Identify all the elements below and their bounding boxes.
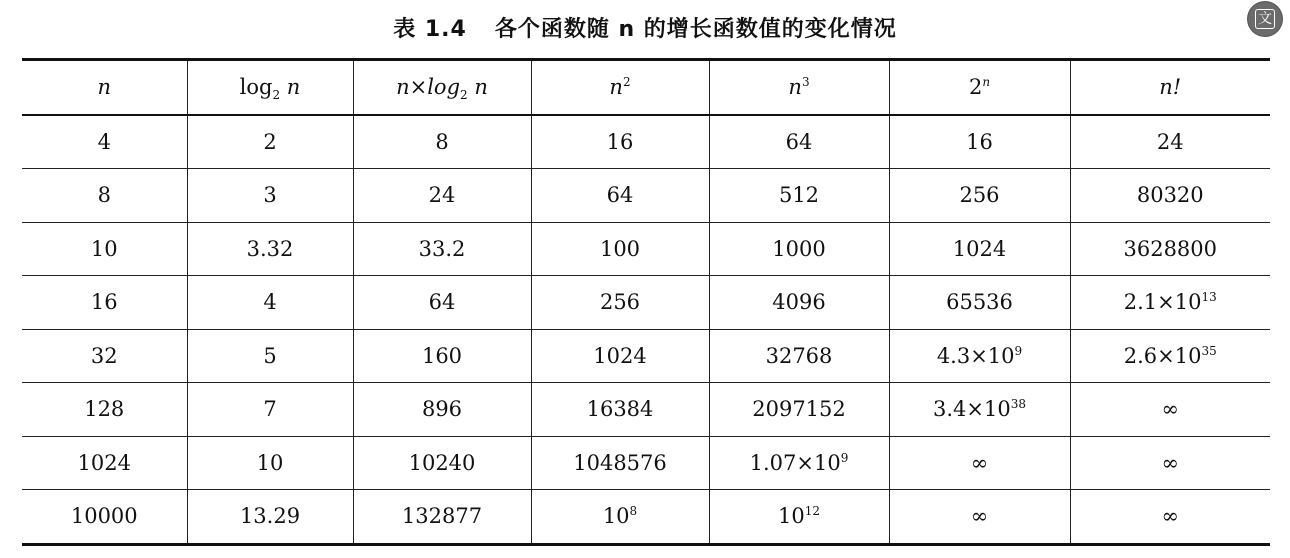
cell-log2n: 7 [187, 383, 353, 437]
cell-nlog2n: 64 [353, 276, 531, 330]
cell-log2n: 13.29 [187, 490, 353, 545]
cell-nlog2n: 8 [353, 115, 531, 169]
cell-log2n: 3.32 [187, 222, 353, 276]
table-row [22, 169, 1270, 223]
cell-2-power-n: $3.4\times 10^{38}$ [889, 383, 1070, 437]
table-row [22, 222, 1270, 276]
cell-n-cubed: $1.07\times 10^9$ [709, 436, 889, 490]
caption-number: 表 1.4 [393, 17, 467, 42]
header-2-power-n: 2$^n$ [889, 60, 1070, 115]
cell-n-cubed: 2097152 [709, 383, 889, 437]
cell-2-power-n: 256 [889, 169, 1070, 223]
cell-n: 16 [22, 276, 187, 330]
cell-n: 32 [22, 329, 187, 383]
table-caption [0, 12, 1290, 43]
cell-log2n: 2 [187, 115, 353, 169]
translate-button[interactable] [1248, 2, 1282, 36]
cell-nlog2n: 24 [353, 169, 531, 223]
cell-n-cubed: 512 [709, 169, 889, 223]
cell-2-power-n: ∞ [889, 490, 1070, 545]
cell-n-squared: $10^8$ [531, 490, 709, 545]
cell-n-cubed: 4096 [709, 276, 889, 330]
cell-nlog2n: 896 [353, 383, 531, 437]
cell-n-squared: 1048576 [531, 436, 709, 490]
cell-2-power-n: $4.3\times 10^9$ [889, 329, 1070, 383]
cell-n-factorial: $2.1\times 10^{13}$ [1070, 276, 1270, 330]
cell-n-cubed: 64 [709, 115, 889, 169]
cell-n: 128 [22, 383, 187, 437]
cell-n-cubed: 1000 [709, 222, 889, 276]
cell-n-squared: 64 [531, 169, 709, 223]
header-n: n [22, 60, 187, 115]
cell-log2n: 5 [187, 329, 353, 383]
cell-n-squared: 256 [531, 276, 709, 330]
cell-n-factorial: ∞ [1070, 383, 1270, 437]
cell-n-squared: 1024 [531, 329, 709, 383]
cell-n: 1024 [22, 436, 187, 490]
cell-n-factorial: $2.6\times 10^{35}$ [1070, 329, 1270, 383]
cell-2-power-n: ∞ [889, 436, 1070, 490]
caption-title: 各个函数随 n 的增长函数值的变化情况 [494, 17, 897, 42]
cell-nlog2n: 10240 [353, 436, 531, 490]
table-row [22, 490, 1270, 545]
translate-icon: 文 [1255, 9, 1275, 29]
growth-table [22, 58, 1270, 546]
cell-2-power-n: 65536 [889, 276, 1070, 330]
cell-nlog2n: 132877 [353, 490, 531, 545]
cell-nlog2n: 160 [353, 329, 531, 383]
cell-n-cubed: $10^{12}$ [709, 490, 889, 545]
table-row [22, 383, 1270, 437]
cell-n-squared: 100 [531, 222, 709, 276]
cell-n-cubed: 32768 [709, 329, 889, 383]
cell-2-power-n: 1024 [889, 222, 1070, 276]
header-n-factorial: n! [1070, 60, 1270, 115]
cell-n-factorial: ∞ [1070, 436, 1270, 490]
cell-n-factorial: 80320 [1070, 169, 1270, 223]
cell-n: 4 [22, 115, 187, 169]
cell-2-power-n: 16 [889, 115, 1070, 169]
table-row [22, 329, 1270, 383]
header-row [22, 60, 1270, 115]
cell-n-factorial: ∞ [1070, 490, 1270, 545]
cell-n-factorial: 24 [1070, 115, 1270, 169]
cell-log2n: 3 [187, 169, 353, 223]
cell-nlog2n: 33.2 [353, 222, 531, 276]
cell-n: 10000 [70, 504, 138, 529]
cell-n: 8 [22, 169, 187, 223]
header-n-cubed: $n^3$ [709, 60, 889, 115]
cell-n-squared: 16 [531, 115, 709, 169]
header-nlog2n: $n\times\log_2$ n [353, 60, 531, 115]
header-log2n: $\log_2 n$ [187, 60, 353, 115]
cell-n: 10 [22, 222, 187, 276]
table-row [22, 276, 1270, 330]
cell-n-squared: 16384 [531, 383, 709, 437]
cell-log2n: 10 [187, 436, 353, 490]
cell-log2n: 4 [187, 276, 353, 330]
table-row [22, 115, 1270, 169]
table-row [22, 436, 1270, 490]
header-n-squared: $n^2$ [531, 60, 709, 115]
cell-n-factorial: 3628800 [1070, 222, 1270, 276]
